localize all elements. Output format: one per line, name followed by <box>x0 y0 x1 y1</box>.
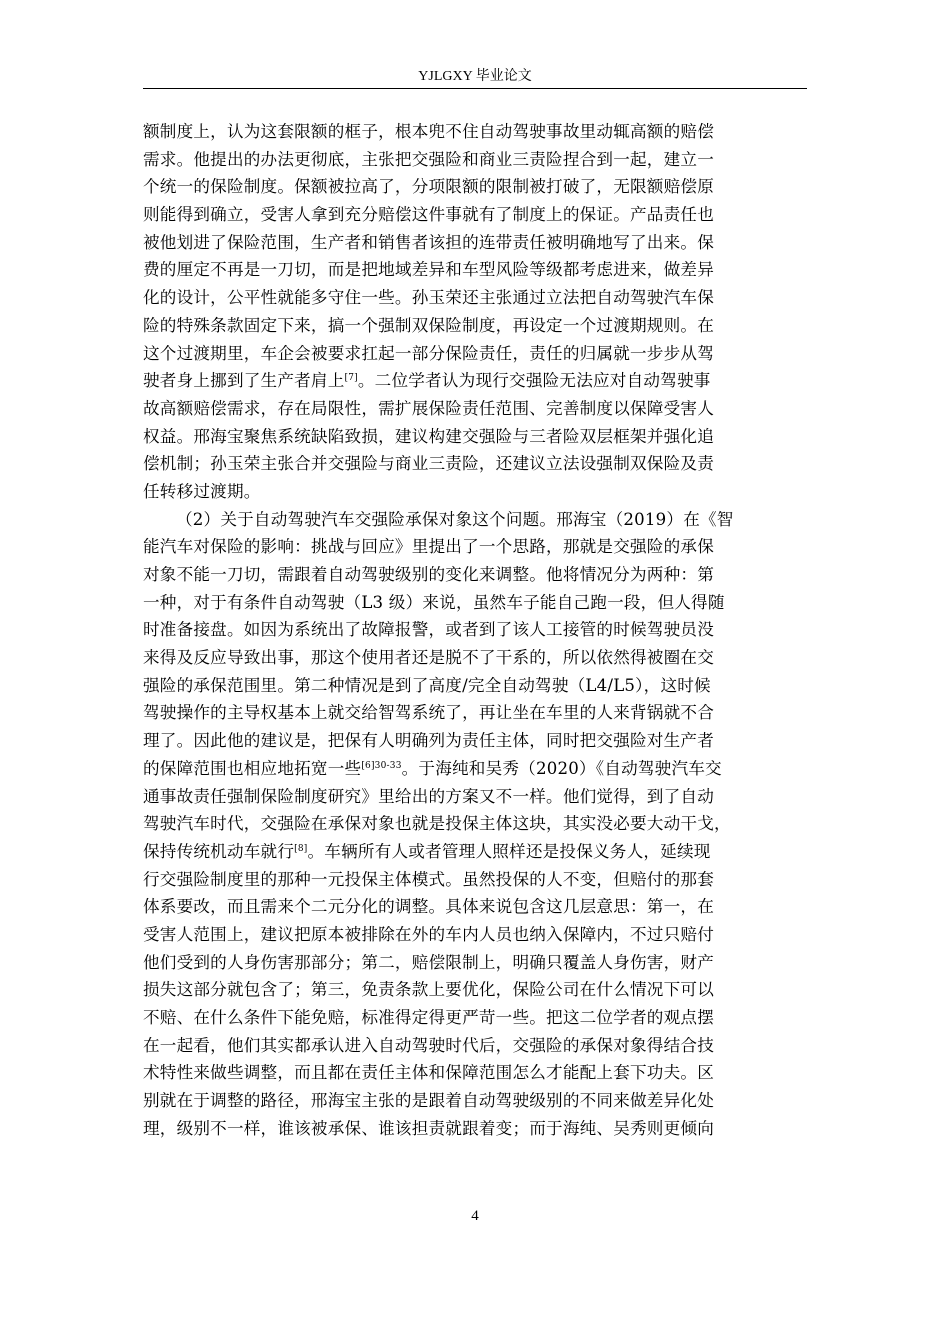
line-text: 通事故责任强制保险制度研究》里给出的方案又不一样。他们觉得，到了自动 <box>143 786 714 806</box>
line-text: 体系要改，而且需来个二元分化的调整。具体来说包含这几层意思：第一，在 <box>143 897 714 917</box>
line-text: 理，级别不一样，谁该被承保、谁该担责就跟着变；而于海纯、吴秀则更倾向 <box>143 1118 714 1138</box>
line-text: 行交强险制度里的那种一元投保主体模式。虽然投保的人不变，但赔付的那套 <box>143 869 714 889</box>
text-line <box>143 478 807 506</box>
citation-superscript: [7] <box>344 373 358 384</box>
line-text: 权益。邢海宝聚焦系统缺陷致损，建议构建交强险与三者险双层框架并强化追 <box>143 426 714 446</box>
text-line <box>143 893 807 921</box>
line-text: 任转移过渡期。 <box>143 481 261 501</box>
line-text: 他们受到的人身伤害那部分；第二，赔偿限制上，明确只覆盖人身伤害，财产 <box>143 952 714 972</box>
line-text: 驶者身上挪到了生产者肩上 <box>143 371 345 391</box>
line-text: 故高额赔偿需求，存在局限性，需扩展保险责任范围、完善制度以保障受害人 <box>143 398 714 418</box>
text-line <box>143 783 807 811</box>
citation-superscript: [6]30-33 <box>361 760 402 771</box>
text-line <box>143 672 807 700</box>
text-line <box>143 949 807 977</box>
text-line <box>143 312 807 340</box>
text-line <box>143 699 807 727</box>
line-text: 能汽车对保险的影响：挑战与回应》里提出了一个思路，那就是交强险的承保 <box>143 537 714 557</box>
line-text-continued: 。于海纯和吴秀（2020）《自动驾驶汽车交 <box>401 758 722 778</box>
line-text: 对象不能一刀切，需跟着自动驾驶级别的变化来调整。他将情况分为两种：第 <box>143 565 714 584</box>
text-line <box>143 1059 807 1087</box>
line-text: 这个过渡期里，车企会被要求扛起一部分保险责任，责任的归属就一步步从驾 <box>143 343 714 363</box>
text-line <box>143 644 807 672</box>
line-text: 保持传统机动车就行 <box>143 841 295 861</box>
text-line <box>143 173 807 201</box>
text-line <box>143 976 807 1004</box>
text-line <box>143 284 807 312</box>
text-line <box>143 146 807 174</box>
text-line <box>143 229 807 257</box>
line-text: 偿机制；孙玉荣主张合并交强险与商业三责险，还建议立法设强制双保险及责 <box>143 454 714 474</box>
text-line <box>143 1115 807 1143</box>
running-header: YJLGXY 毕业论文 <box>418 69 532 84</box>
line-text: 的保障范围也相应地拓宽一些 <box>143 758 362 778</box>
text-line <box>143 340 807 368</box>
text-line <box>143 810 807 838</box>
text-line <box>143 256 807 284</box>
line-text: 在一起看，他们其实都承认进入自动驾驶时代后，交强险的承保对象得结合技 <box>143 1035 714 1055</box>
line-text: 损失这部分就包含了；第三，免责条款上要优化，保险公司在什么情况下可以 <box>143 980 714 1000</box>
line-text: 理了。因此他的建议是，把保有人明确列为责任主体，同时把交强险对生产者 <box>143 731 714 751</box>
body-text <box>143 118 807 1142</box>
paragraph-1 <box>143 118 807 506</box>
text-line <box>143 450 807 478</box>
text-line <box>143 1087 807 1115</box>
text-line <box>143 395 807 423</box>
text-line <box>143 561 807 589</box>
text-line <box>143 201 807 229</box>
line-text-continued: 。车辆所有人或者管理人照样还是投保义务人，延续现 <box>307 841 711 861</box>
text-line <box>143 533 807 561</box>
line-text: 额制度上，认为这套限额的框子，根本兜不住自动驾驶事故里动辄高额的赔偿 <box>143 122 714 141</box>
text-line <box>143 423 807 451</box>
text-line <box>143 118 807 146</box>
text-line <box>143 866 807 894</box>
line-text: 受害人范围上，建议把原本被排除在外的车内人员也纳入保障内，不过只赔付 <box>143 924 714 944</box>
line-text: 则能得到确立，受害人拿到充分赔偿这件事就有了制度上的保证。产品责任也 <box>143 205 714 225</box>
line-text: 驾驶汽车时代，交强险在承保对象也就是投保主体这块，其实没必要大动干戈， <box>143 814 731 834</box>
line-text: 来得及反应导致出事，那这个使用者还是脱不了干系的，所以依然得被圈在交 <box>143 648 714 668</box>
line-text-continued: 。二位学者认为现行交强险无法应对自动驾驶事 <box>357 371 711 391</box>
line-text: 需求。他提出的办法更彻底，主张把交强险和商业三责险捏合到一起，建立一 <box>143 149 714 169</box>
text-line <box>143 838 807 866</box>
line-text: 驾驶操作的主导权基本上就交给智驾系统了，再让坐在车里的人来背锅就不合 <box>143 703 714 723</box>
line-text: 别就在于调整的路径，邢海宝主张的是跟着自动驾驶级别的不同来做差异化处 <box>143 1091 714 1111</box>
text-line <box>143 367 807 395</box>
line-text: 时准备接盘。如因为系统出了故障报警，或者到了该人工接管的时候驾驶员没 <box>143 620 714 640</box>
line-text: 费的厘定不再是一刀切，而是把地域差异和车型风险等级都考虑进来，做差异 <box>143 260 714 280</box>
text-line <box>143 1004 807 1032</box>
text-line <box>143 727 807 755</box>
text-line <box>143 1032 807 1060</box>
line-text: 险的特殊条款固定下来，搞一个强制双保险制度，再设定一个过渡期规则。在 <box>143 315 714 335</box>
text-line <box>143 616 807 644</box>
header-rule <box>143 88 807 89</box>
text-line <box>143 921 807 949</box>
line-text: 被他划进了保险范围，生产者和销售者该担的连带责任被明确地写了出来。保 <box>143 232 714 252</box>
citation-superscript: [8] <box>294 843 308 854</box>
line-text: （2）关于自动驾驶汽车交强险承保对象这个问题。邢海宝（2019）在《智 <box>176 509 734 529</box>
line-text: 术特性来做些调整，而且都在责任主体和保障范围怎么才能配上套下功夫。区 <box>143 1063 714 1083</box>
line-text: 化的设计，公平性就能多守住一些。孙玉荣还主张通过立法把自动驾驶汽车保 <box>143 288 714 308</box>
page-number: 4 <box>471 1208 479 1224</box>
line-text: 个统一的保险制度。保额被拉高了，分项限额的限制被打破了，无限额赔偿原 <box>143 177 714 197</box>
text-line <box>143 589 807 617</box>
text-line <box>143 755 807 783</box>
line-text: 强险的承保范围里。第二种情况是到了高度/完全自动驾驶（L4/L5），这时候 <box>143 675 711 695</box>
text-line <box>143 506 807 534</box>
paragraph-2 <box>143 506 807 1143</box>
line-text: 一种，对于有条件自动驾驶（L3 级）来说，虽然车子能自己跑一段，但人得随 <box>143 592 725 612</box>
line-text: 不赔、在什么条件下能免赔，标准得定得更严苛一些。把这二位学者的观点摆 <box>143 1008 714 1027</box>
